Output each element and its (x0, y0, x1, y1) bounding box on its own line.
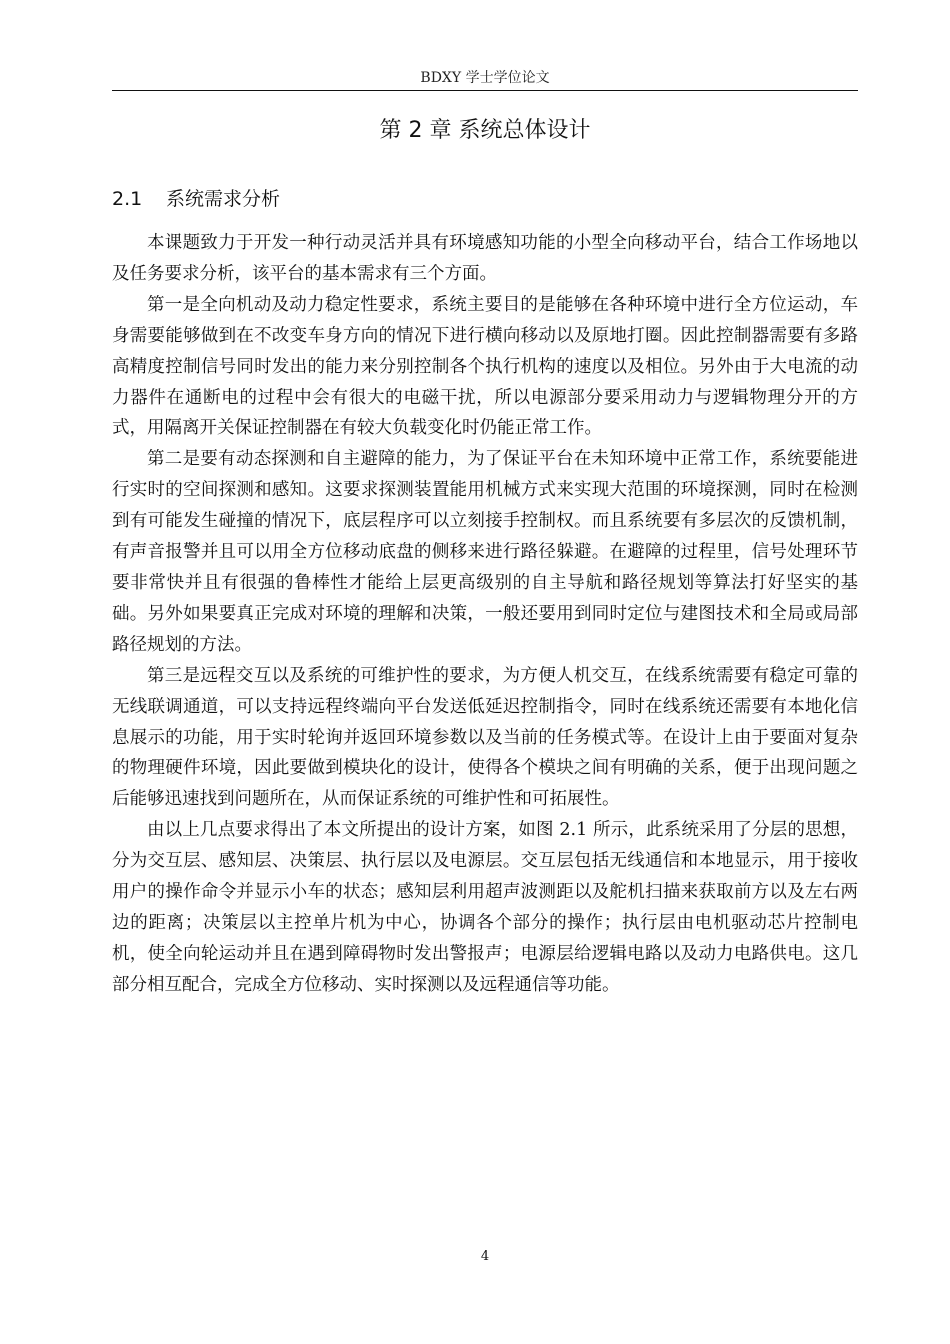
paragraph-design-summary: 由以上几点要求得出了本文所提出的设计方案，如图 2.1 所示，此系统采用了分层的思想，分为交互层、感知层、决策层、执行层以及电源层。交互层包括无线通信和本地显示，用于接收用户的操作命令并显示小车的状态；感知层利用超声波测距以及舵机扫描来获取前方以及左右两边的距离；决策层以主控单片机为中心，协调各个部分的操作；执行层由电机驱动芯片控制电机，使全向轮运动并且在遇到障碍物时发出警报声；电源层给逻辑电路以及动力电路供电。这几部分相互配合，完成全方位移动、实时探测以及远程通信等功能。 (112, 820, 858, 995)
running-header: BDXY 学士学位论文 (420, 70, 550, 86)
paragraph-intro: 本课题致力于开发一种行动灵活并具有环境感知功能的小型全向移动平台，结合工作场地以及任务要求分析，该平台的基本需求有三个方面。 (112, 233, 858, 284)
paragraph-requirement-1: 第一是全向机动及动力稳定性要求，系统主要目的是能够在各种环境中进行全方位运动，车身需要能够做到在不改变车身方向的情况下进行横向移动以及原地打圈。因此控制器需要有多路高精度控制信号同时发出的能力来分别控制各个执行机构的速度以及相位。另外由于大电流的动力器件在通断电的过程中会有很大的电磁干扰，所以电源部分要采用动力与逻辑物理分开的方式，用隔离开关保证控制器在有较大负载变化时仍能正常工作。 (112, 294, 858, 439)
header-divider (112, 90, 858, 91)
section-title-text: 系统需求分析 (166, 188, 281, 210)
body-text (112, 228, 858, 1001)
section-heading (112, 184, 858, 214)
section-number: 2.1 (112, 188, 143, 210)
paragraph-requirement-3: 第三是远程交互以及系统的可维护性的要求，为方便人机交互，在线系统需要有稳定可靠的无线联调通道，可以支持远程终端向平台发送低延迟控制指令，同时在线系统还需要有本地化信息展示的功能，用于实时轮询并返回环境参数以及当前的任务模式等。在设计上由于要面对复杂的物理硬件环境，因此要做到模块化的设计，使得各个模块之间有明确的关系，便于出现问题之后能够迅速找到问题所在，从而保证系统的可维护性和可拓展性。 (112, 665, 858, 810)
chapter-title: 第 2 章 系统总体设计 (379, 118, 591, 143)
paragraph-requirement-2: 第二是要有动态探测和自主避障的能力，为了保证平台在未知环境中正常工作，系统要能进行实时的空间探测和感知。这要求探测装置能用机械方式来实现大范围的环境探测，同时在检测到有可能发生碰撞的情况下，底层程序可以立刻接手控制权。而且系统要有多层次的反馈机制，有声音报警并且可以用全方位移动底盘的侧移来进行路径躲避。在避障的过程里，信号处理环节要非常快并且有很强的鲁棒性才能给上层更高级别的自主导航和路径规划等算法打好坚实的基础。另外如果要真正完成对环境的理解和决策，一般还要用到同时定位与建图技术和全局或局部路径规划的方法。 (112, 449, 858, 655)
page-number: 4 (480, 1249, 490, 1264)
